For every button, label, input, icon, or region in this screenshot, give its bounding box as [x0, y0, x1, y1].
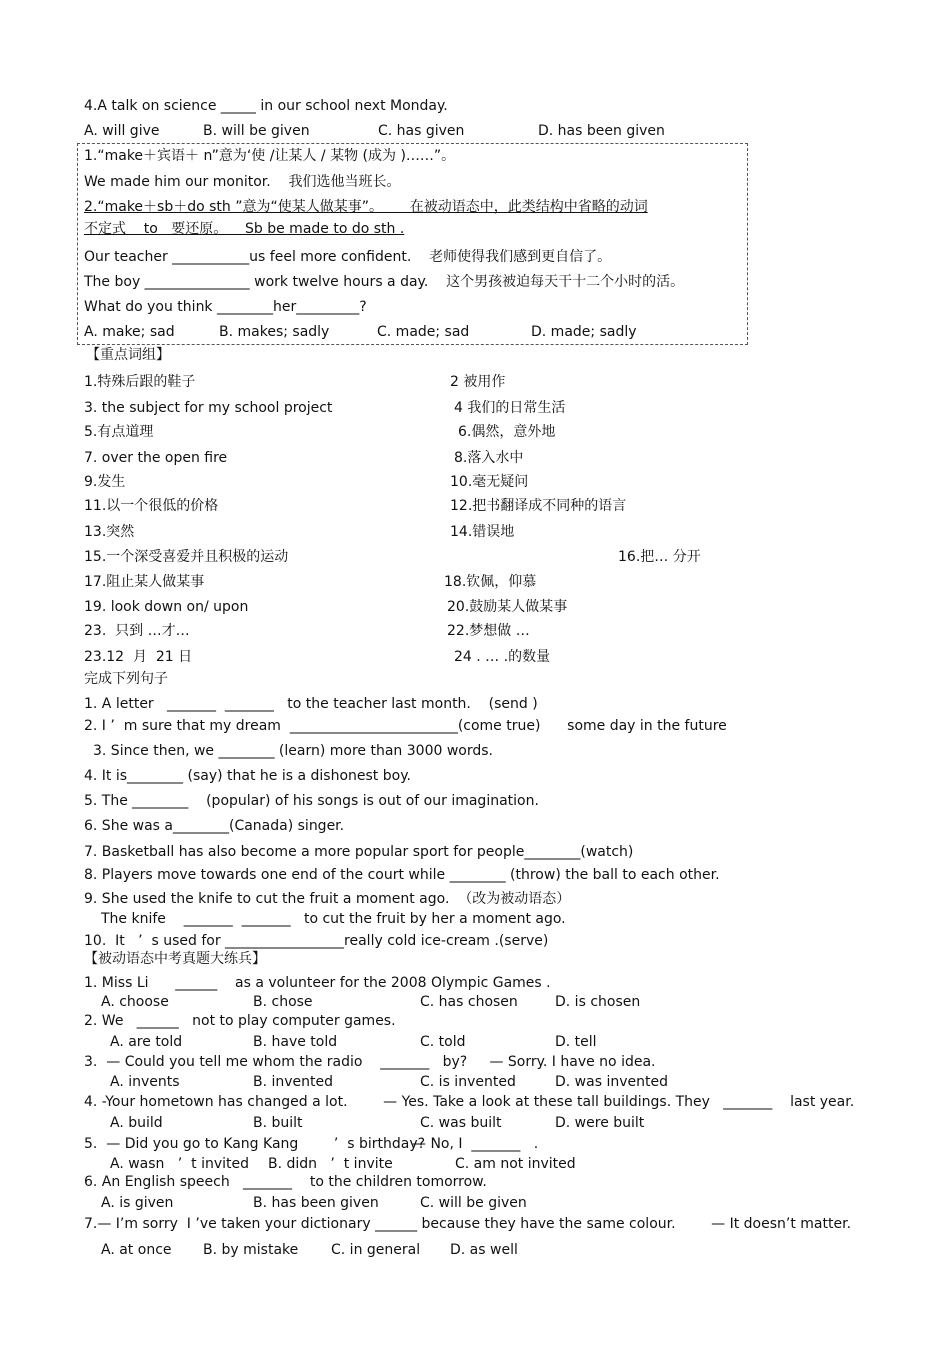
exam-q4-option-c: C. was built — [420, 1115, 502, 1131]
phrase-left-4: 7. over the open fire — [84, 450, 228, 466]
exam-q1-option-c: C. has chosen — [420, 994, 518, 1010]
phrase-right-4: 8.落入水中 — [454, 450, 524, 466]
exam-q2-option-c: C. told — [420, 1034, 466, 1050]
exam-q5-option-c: C. am not invited — [455, 1156, 576, 1172]
phrase-right-11: 22.梦想做 … — [447, 623, 530, 639]
phrase-right-12: 24 . … .的数量 — [454, 649, 551, 665]
phrase-left-5: 9.发生 — [84, 474, 126, 490]
exam-q1-option-a: A. choose — [101, 994, 169, 1010]
q4-stem: 4.A talk on science _____ in our school next Monday. — [84, 98, 448, 114]
phrase-left-1: 1.特殊后跟的鞋子 — [84, 374, 196, 390]
note-line-2: We made him our monitor. 我们选他当班长。 — [84, 174, 401, 190]
q4-option-a: A. will give — [84, 123, 160, 139]
phrase-right-2: 4 我们的日常生活 — [454, 400, 566, 416]
exam-q7-option-d: D. as well — [450, 1242, 518, 1258]
phrase-right-6: 12.把书翻译成不同种的语言 — [450, 498, 627, 514]
note-line-6: What do you think ________her_________? — [84, 299, 367, 315]
complete-item-9-answer: The knife _______ _______ to cut the fruit by her a moment ago. — [101, 911, 566, 927]
complete-item-3: 3. Since then, we ________ (learn) more than 3000 words. — [93, 743, 493, 759]
phrase-right-3: 6.偶然，意外地 — [458, 424, 556, 440]
phrase-left-2: 3. the subject for my school project — [84, 400, 333, 416]
exam-q6-option-c: C. will be given — [420, 1195, 527, 1211]
complete-heading: 完成下列句子 — [84, 671, 168, 687]
complete-item-10: 10. It ’ s used for _________________really cold ice-cream .(serve) — [84, 933, 549, 949]
phrase-left-9: 17.阻止某人做某事 — [84, 574, 205, 590]
phrase-left-8: 15.一个深受喜爱并且积极的运动 — [84, 549, 289, 565]
complete-item-6: 6. She was a________(Canada) singer. — [84, 818, 345, 834]
note-option-a: A. make; sad — [84, 324, 175, 340]
note-line-1: 1.“make＋宾语＋ n”意为‘使 /让某人 / 某物 (成为 )……”。 — [84, 148, 456, 164]
exam-q3-stem: 3. — Could you tell me whom the radio _______ by? — Sorry. I have no idea. — [84, 1054, 656, 1070]
exam-q1-option-b: B. chose — [253, 994, 313, 1010]
exam-q3-option-a: A. invents — [110, 1074, 180, 1090]
exam-q4-option-a: A. build — [110, 1115, 163, 1131]
exam-q2-option-a: A. are told — [110, 1034, 183, 1050]
exam-q4-option-b: B. built — [253, 1115, 303, 1131]
complete-item-4: 4. It is________ (say) that he is a dishonest boy. — [84, 768, 411, 784]
exam-q5-option-a: A. wasn ’ t invited — [110, 1156, 249, 1172]
exam-q3-option-c: C. is invented — [420, 1074, 516, 1090]
q4-option-b: B. will be given — [203, 123, 310, 139]
phrase-left-10: 19. look down on/ upon — [84, 599, 249, 615]
complete-item-2: 2. I ’ m sure that my dream ________________________(come true) some day in the future — [84, 718, 727, 734]
note-option-d: D. made; sadly — [531, 324, 637, 340]
note-line-3b: 不定式 to 要还原。 Sb be made to do sth . — [84, 221, 405, 237]
phrase-left-6: 11.以一个很低的价格 — [84, 498, 219, 514]
exam-q2-option-d: D. tell — [555, 1034, 597, 1050]
exam-q3-option-b: B. invented — [253, 1074, 334, 1090]
exam-heading: 【被动语态中考真题大练兵】 — [84, 951, 266, 967]
exam-q5-stem-tail: — No, I _______ . — [412, 1136, 539, 1152]
note-option-b: B. makes; sadly — [219, 324, 330, 340]
exam-q6-stem: 6. An English speech _______ to the children tomorrow. — [84, 1174, 487, 1190]
phrase-left-7: 13.突然 — [84, 524, 135, 540]
phrase-left-11: 23. 只到 …才… — [84, 623, 190, 639]
exam-q5-stem: 5. — Did you go to Kang Kang ’ s birthday? — [84, 1136, 426, 1152]
exam-q6-option-a: A. is given — [101, 1195, 174, 1211]
exam-q4-option-d: D. were built — [555, 1115, 645, 1131]
phrase-right-5: 10.毫无疑问 — [450, 474, 529, 490]
phrase-left-12: 23.12 月 21 日 — [84, 649, 193, 665]
exam-q2-stem: 2. We ______ not to play computer games. — [84, 1013, 396, 1029]
phrase-right-9: 18.钦佩，仰慕 — [444, 574, 537, 590]
exam-q2-option-b: B. have told — [253, 1034, 338, 1050]
phrase-right-7: 14.错误地 — [450, 524, 515, 540]
complete-item-9: 9. She used the knife to cut the fruit a moment ago. （改为被动语态） — [84, 891, 571, 907]
exam-q5-option-b: B. didn ’ t invite — [268, 1156, 393, 1172]
exam-q4-stem: 4. -Your hometown has changed a lot. — Yes. Take a look at these tall buildings. They _______ last year. — [84, 1094, 855, 1110]
complete-item-8: 8. Players move towards one end of the court while ________ (throw) the ball to each other. — [84, 867, 720, 883]
note-line-3a: 2.“make＋sb＋do sth ”意为“使某人做某事”。 在被动语态中，此类结构中省略的动词 — [84, 199, 648, 215]
exam-q7-option-c: C. in general — [331, 1242, 421, 1258]
note-line-5: The boy _______________ work twelve hours a day. 这个男孩被迫每天干十二个小时的活。 — [84, 274, 685, 290]
q4-option-c: C. has given — [378, 123, 465, 139]
phrase-left-3: 5.有点道理 — [84, 424, 154, 440]
exam-q6-option-b: B. has been given — [253, 1195, 379, 1211]
exam-q1-stem: 1. Miss Li ______ as a volunteer for the 2008 Olympic Games . — [84, 975, 551, 991]
phrase-right-8: 16.把… 分开 — [618, 549, 701, 565]
complete-item-5: 5. The ________ (popular) of his songs is out of our imagination. — [84, 793, 539, 809]
phrases-heading: 【重点词组】 — [86, 347, 170, 363]
note-option-c: C. made; sad — [377, 324, 470, 340]
exam-q7-option-a: A. at once — [101, 1242, 172, 1258]
phrase-right-1: 2 被用作 — [450, 374, 506, 390]
phrase-right-10: 20.鼓励某人做某事 — [447, 599, 568, 615]
exam-q3-option-d: D. was invented — [555, 1074, 668, 1090]
exam-q7-option-b: B. by mistake — [203, 1242, 299, 1258]
q4-option-d: D. has been given — [538, 123, 665, 139]
complete-item-7: 7. Basketball has also become a more popular sport for people________(watch) — [84, 844, 634, 860]
exam-q7-stem: 7.— I’m sorry I ’ve taken your dictionary ______ because they have the same colour. — It doesn’t matter. — [84, 1216, 852, 1232]
note-line-4: Our teacher ___________us feel more confident. 老师使得我们感到更自信了。 — [84, 249, 612, 265]
complete-item-1: 1. A letter _______ _______ to the teacher last month. (send ) — [84, 696, 538, 712]
exam-q1-option-d: D. is chosen — [555, 994, 641, 1010]
